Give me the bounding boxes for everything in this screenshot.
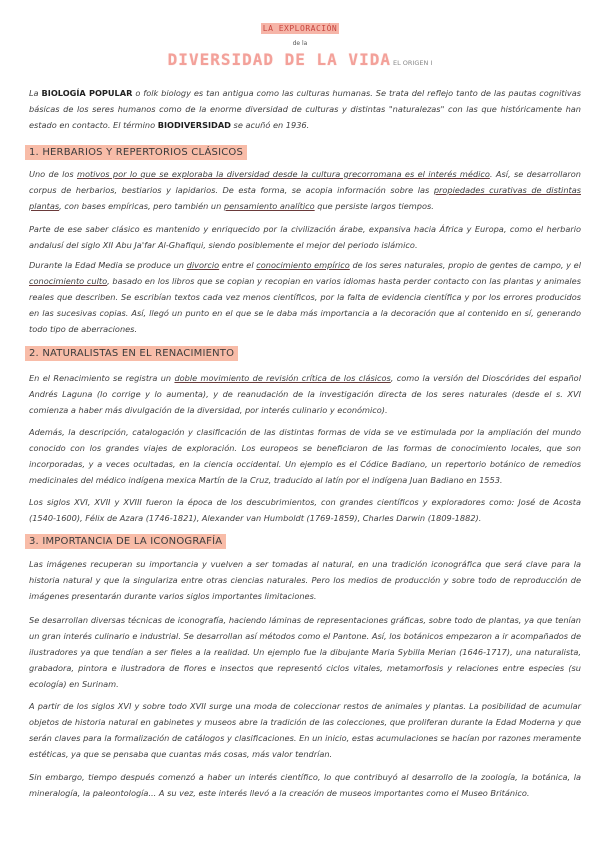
page-title: [0, 50, 600, 69]
page-title-suffix: EL ORIGEN I: [392, 59, 433, 67]
s3-paragraph-1: Las imágenes recuperan su importancia y vuelven a ser tomadas al natural, en una tradición iconográfica que será clave para la historia natural y que la singulariza entre otras ciencias naturales. Pero los medios de producción y sobre todo de reproducción de imágenes presentarán durante varios siglos importantes limitaciones.: [29, 559, 581, 601]
section-heading-3: 3. IMPORTANCIA DE LA ICONOGRAFÍA: [25, 534, 226, 549]
s1-paragraph-2: Parte de ese saber clásico es mantenido y enriquecido por la civilización árabe, expansiva hacia África y Europa, como el herbario andalusí del siglo XII Abu Ja'far Al-Ghafiqui, siendo posiblemente el mejor del periodo islámico.: [29, 224, 581, 250]
s2-paragraph-3: Los siglos XVI, XVII y XVIII fueron la época de los descubrimientos, con grandes científicos y exploradores como: José de Acosta (1540-1600), Félix de Azara (1746-1821), Alexander van Humboldt (1769-1859), Charles Darwin (1809-1882).: [29, 497, 581, 523]
s3-paragraph-3: A partir de los siglos XVI y sobre todo XVII surge una moda de coleccionar restos de animales y plantas. La posibilidad de acumular objetos de historia natural en gabinetes y museos abre la tradición de las colecciones, que proliferan durante la Edad Moderna y que serán claves para la formalización de catálogos y clasificaciones. En un inicio, estas acumulaciones se hacían por razones meramente estéticas, ya que se pensaba que cuantas más cosas, más valor tendrían.: [29, 701, 581, 759]
intro-paragraph: La BIOLOGÍA POPULAR o folk biology es tan antigua como las culturas humanas. Se trata del reflejo tanto de las pautas cognitivas básicas de los seres humanos como de la enorme diversidad de culturas y distintas "naturalezas" con las que históricamente han estado en contacto. El término BIODIVERSIDAD se acuñó en 1936.: [29, 88, 581, 130]
s1-paragraph-1: Uno de los motivos por lo que se exploraba la diversidad desde la cultura grecorromana es el interés médico. Así, se desarrollaron corpus de herbarios, bestiarios y lapidarios. De esta forma, se acopia información sobre las propiedades curativas de distintas plantas, con bases empíricas, pero también un pensamiento analítico que persiste largos tiempos.: [29, 169, 581, 211]
s3-paragraph-2: Se desarrollan diversas técnicas de iconografía, haciendo láminas de representaciones gráficas, sobre todo de plantas, ya que tenían un gran interés culinario e industrial. Se desarrollan así métodos como el Pantone. Así, los botánicos empezaron a ir acompañados de ilustradores ya que tendían a ser fieles a la realidad. Un ejemplo fue la dibujante Maria Sybilla Merian (1646-1717), una naturalista, grabadora, pintora e ilustradora de flores e insectos que representó ciclos vitales, metamorfosis y relaciones entre especies (su ecología) en Surinam.: [29, 615, 581, 689]
s1-paragraph-3: Durante la Edad Media se produce un divorcio entre el conocimiento empírico de los seres naturales, propio de gentes de campo, y el conocimiento culto, basado en los libros que se copian y recopian en varios idiomas hasta perder contacto con las plantas y animales reales que describen. Se escribían textos cada vez menos científicos, por la falta de evidencia científica y por los errores producidos en las sucesivas copias. Así, llegó un punto en el que se le daba más importancia a la decoración que al contenido en sí, generando todo tipo de aberraciones.: [29, 260, 581, 334]
section-heading-2: 2. NATURALISTAS EN EL RENACIMIENTO: [25, 346, 238, 361]
header-kicker: [0, 24, 600, 33]
s2-paragraph-2: Además, la descripción, catalogación y clasificación de las distintas formas de vida se ve estimulada por la ampliación del mundo conocido con los grandes viajes de exploración. Los europeos se beneficiaron de las formas de conocimiento locales, que son incorporadas, y a veces ocultadas, en la ciencia occidental. Un ejemplo es el Códice Badiano, un repertorio botánico de remedios medicinales del médico indígena mexica Martín de la Cruz, traducido al latín por el indígena Juan Badiano en 1553.: [29, 427, 581, 485]
keyword-biologia-popular: BIOLOGÍA POPULAR: [41, 88, 133, 98]
s2-paragraph-1: En el Renacimiento se registra un doble movimiento de revisión crítica de los clásicos, como la versión del Dioscórides del español Andrés Laguna (lo corrige y lo aumenta), y de reanudación de la investigación directa de los seres naturales (desde el s. XVI comienza a haber más divulgación de la diversidad, por interés culinario y económico).: [29, 373, 581, 415]
s3-paragraph-4: Sin embargo, tiempo después comenzó a haber un interés científico, lo que contribuyó al desarrollo de la zoología, la botánica, la mineralogía, la paleontología... A su vez, este interés llevó a la creación de museos importantes como el Museo Británico.: [29, 772, 581, 798]
section-heading-1: 1. HERBARIOS Y REPERTORIOS CLÁSICOS: [25, 145, 247, 160]
keyword-biodiversidad: BIODIVERSIDAD: [157, 120, 231, 130]
header-connector: de la: [292, 40, 308, 47]
header-kicker-text: LA EXPLORACIÓN: [262, 24, 338, 33]
page-title-text: DIVERSIDAD DE LA VIDA: [167, 50, 391, 69]
